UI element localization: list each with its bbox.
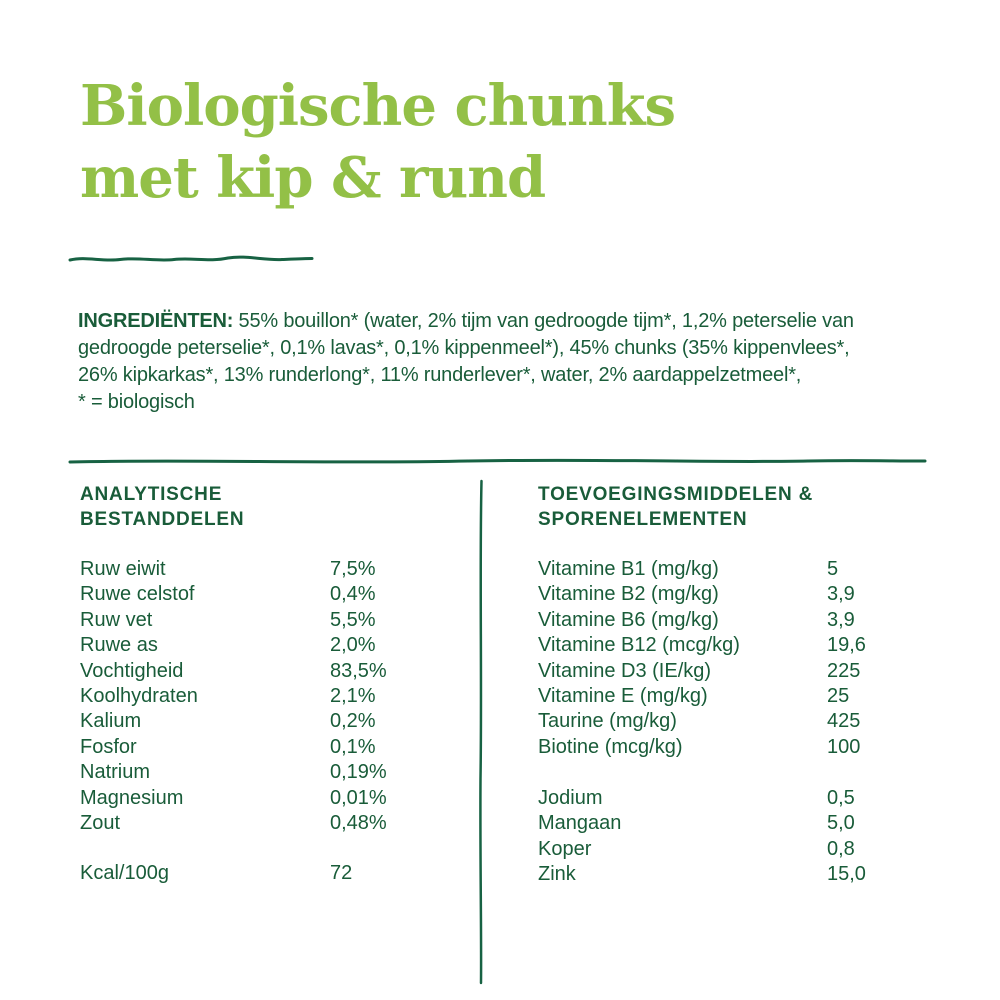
analytical-heading-line-2: BESTANDDELEN: [80, 509, 245, 530]
row-value: 5: [827, 558, 839, 580]
row-label: Taurine (mg/kg): [538, 710, 677, 733]
row-label: Ruwe celstof: [80, 583, 195, 606]
row-label: Biotine (mcg/kg): [538, 735, 683, 758]
row-label: Vitamine B1 (mg/kg): [538, 558, 719, 580]
page-title: [80, 70, 675, 214]
row-value: 100: [827, 735, 861, 758]
minerals-table: [538, 786, 938, 888]
ingredients-line-1: [78, 308, 854, 335]
row-label: Ruwe as: [80, 634, 158, 657]
row-label: Jodium: [538, 787, 603, 809]
row-value: 425: [827, 710, 861, 733]
row-label: Koper: [538, 837, 592, 860]
minerals-table-row: [538, 837, 938, 862]
row-value: 2,0%: [330, 634, 376, 657]
analytical-table-row: [80, 582, 460, 607]
row-label: Mangaan: [538, 812, 622, 835]
minerals-table-row: [538, 786, 938, 811]
row-value: 225: [827, 659, 861, 682]
row-value: 3,9: [827, 608, 855, 631]
energy-row: [80, 861, 460, 886]
column-divider: [478, 479, 484, 985]
row-label: Koolhydraten: [80, 684, 198, 707]
additives-heading-line-2: SPORENELEMENTEN: [538, 509, 748, 530]
ingredients-line-2: gedroogde peterselie*, 0,1% lavas*, 0,1% kippenmeel*), 45% chunks (35% kippenvlees*,: [78, 337, 850, 359]
analytical-table-row: [80, 608, 460, 633]
row-value: 0,48%: [330, 811, 387, 834]
row-value: 3,9: [827, 583, 855, 606]
page-title-line-1: Biologische chunks: [80, 73, 676, 139]
analytical-table: [80, 557, 460, 836]
ingredients-paragraph: [78, 308, 854, 416]
vitamins-table-row: [538, 684, 938, 709]
row-value: 0,8: [827, 837, 855, 860]
row-value: 25: [827, 684, 850, 707]
analytical-table-row: [80, 633, 460, 658]
analytical-heading-line-1: ANALYTISCHE: [80, 484, 223, 505]
section-divider: [68, 456, 928, 466]
row-value: 15,0: [827, 863, 866, 886]
row-label: Kalium: [80, 710, 142, 733]
analytical-table-row: [80, 760, 460, 785]
row-label: Vitamine B2 (mg/kg): [538, 583, 719, 606]
row-value: 0,19%: [330, 761, 387, 784]
additives-heading-line-1: TOEVOEGINGSMIDDELEN &: [538, 484, 814, 505]
analytical-table-row: [80, 811, 460, 836]
analytical-table-row: [80, 786, 460, 811]
energy-row-label: Kcal/100g: [80, 862, 169, 884]
minerals-table-row: [538, 811, 938, 836]
row-value: 83,5%: [330, 659, 387, 682]
vitamins-table-row: [538, 659, 938, 684]
row-value: 5,0: [827, 812, 855, 835]
ingredients-line-4: * = biologisch: [78, 391, 195, 413]
analytical-table-row: [80, 709, 460, 734]
ingredients-text-1: 55% bouillon* (water, 2% tijm van gedroogde tijm*, 1,2% peterselie van: [238, 310, 854, 332]
row-value: 2,1%: [330, 684, 376, 707]
wavy-divider: [68, 251, 316, 265]
vitamins-table: [538, 557, 938, 760]
row-label: Vitamine E (mg/kg): [538, 684, 708, 707]
row-value: 19,6: [827, 634, 866, 657]
row-label: Zout: [80, 811, 121, 834]
energy-row-value: 72: [330, 862, 353, 884]
analytical-table-row: [80, 557, 460, 582]
row-label: Vitamine B12 (mcg/kg): [538, 634, 740, 657]
row-value: 5,5%: [330, 608, 376, 631]
vitamins-table-row: [538, 582, 938, 607]
row-label: Vochtigheid: [80, 659, 184, 682]
vitamins-table-row: [538, 557, 938, 582]
row-label: Fosfor: [80, 735, 137, 758]
vitamins-table-row: [538, 735, 938, 760]
row-value: 7,5%: [330, 558, 376, 580]
row-label: Vitamine D3 (IE/kg): [538, 659, 712, 682]
row-value: 0,2%: [330, 710, 376, 733]
analytical-table-row: [80, 684, 460, 709]
additives-heading: [538, 482, 813, 532]
row-value: 0,4%: [330, 583, 376, 606]
row-value: 0,01%: [330, 786, 387, 809]
ingredients-label: INGREDIËNTEN:: [78, 310, 234, 332]
page-title-line-2: met kip & rund: [80, 145, 546, 211]
vitamins-table-row: [538, 608, 938, 633]
row-label: Ruw vet: [80, 608, 153, 631]
minerals-table-row: [538, 862, 938, 887]
row-value: 0,1%: [330, 735, 376, 758]
analytical-table-row: [80, 659, 460, 684]
row-label: Natrium: [80, 761, 151, 784]
row-label: Magnesium: [80, 786, 184, 809]
analytical-heading: [80, 482, 244, 532]
vitamins-table-row: [538, 633, 938, 658]
row-label: Vitamine B6 (mg/kg): [538, 608, 719, 631]
row-label: Ruw eiwit: [80, 558, 166, 580]
analytical-table-row: [80, 735, 460, 760]
vitamins-table-row: [538, 709, 938, 734]
row-value: 0,5: [827, 787, 855, 809]
row-label: Zink: [538, 863, 576, 886]
ingredients-line-3: 26% kipkarkas*, 13% runderlong*, 11% runderlever*, water, 2% aardappelzetmeel*,: [78, 364, 802, 386]
